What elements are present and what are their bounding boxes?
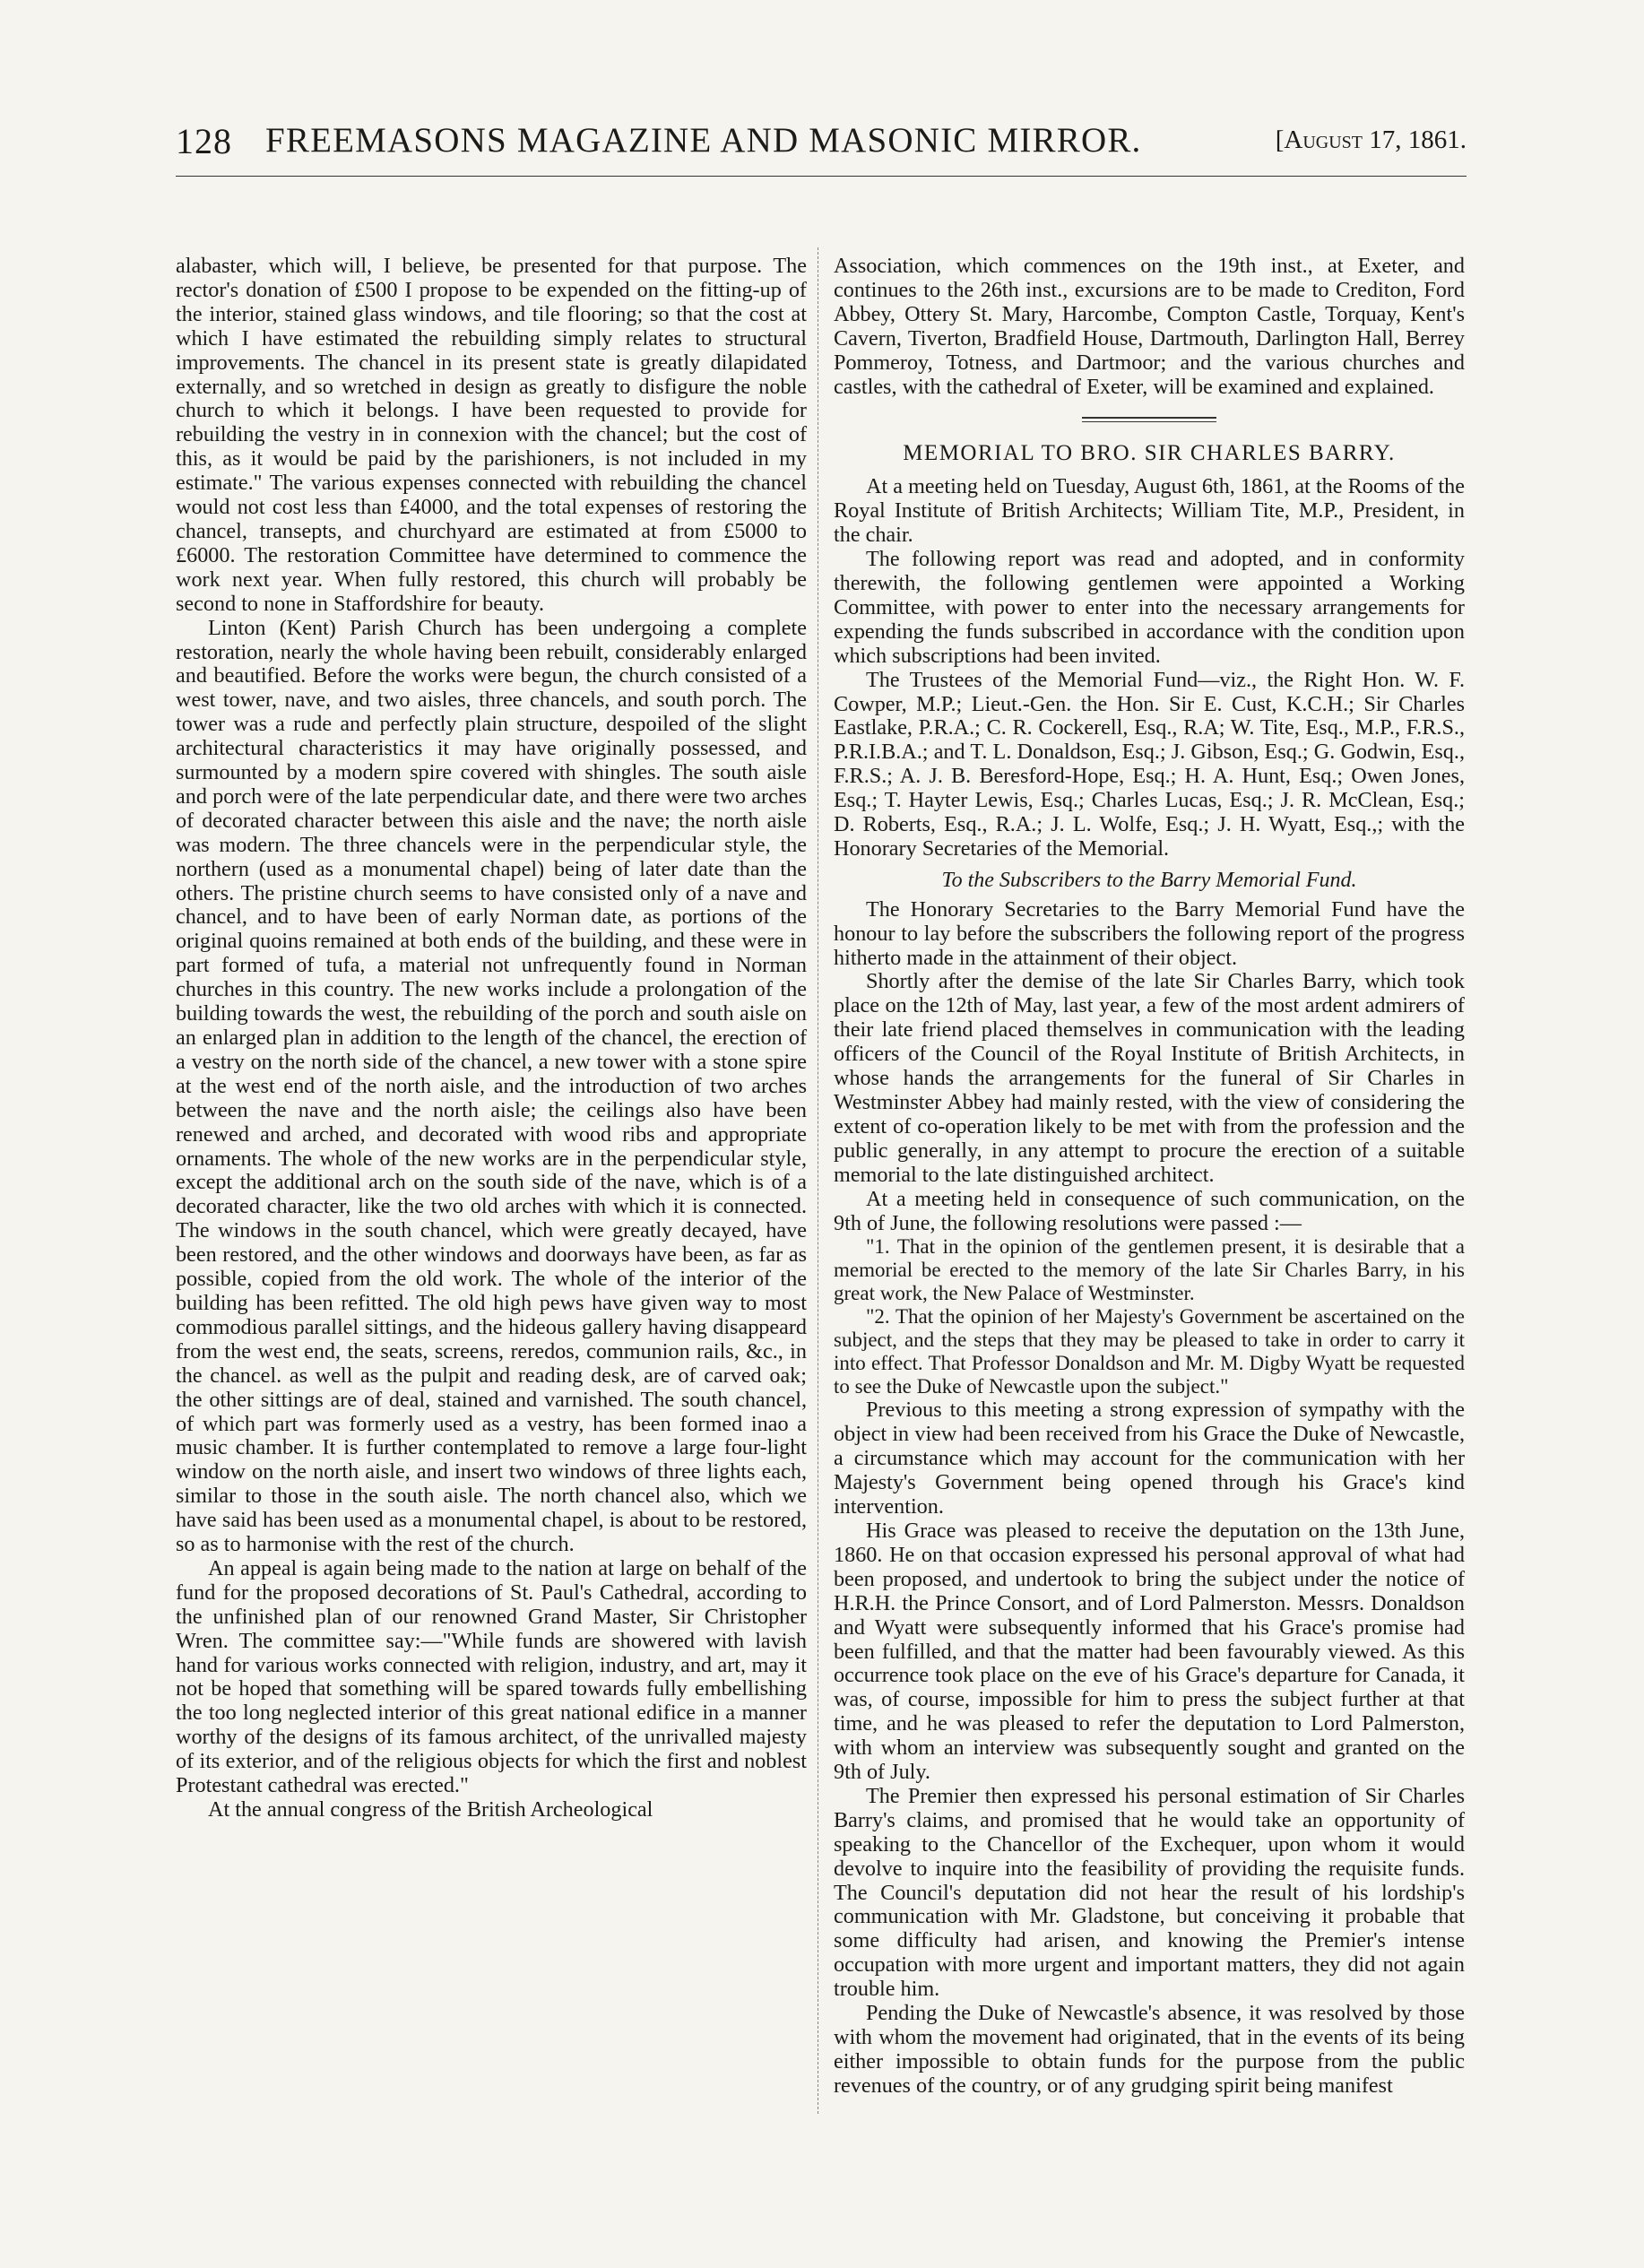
paragraph: At a meeting held on Tuesday, August 6th, 1861, at the Rooms of the Royal Institute of British Architects; William Tite, M.P., President, in the chair. bbox=[834, 474, 1465, 548]
paragraph: At a meeting held in consequence of such communication, on the 9th of June, the following resolutions were passed :— bbox=[834, 1186, 1465, 1235]
section-separator bbox=[1082, 417, 1216, 422]
resolution: "2. That the opinion of her Majesty's Government be ascertained on the subject, and the steps that they may be pleased to take in order to carry it into effect. That Professor Donaldson and Mr. M. Digby Wyatt be requested to see the Duke of Newcastle upon the subject." bbox=[834, 1305, 1465, 1398]
paragraph: The Trustees of the Memorial Fund—viz., the Right Hon. W. F. Cowper, M.P.; Lieut.-Gen. the Hon. Sir E. Cust, K.C.H.; Sir Charles Eastlake, P.R.A.; C. R. Cockerell, Esq., R.A; W. Tite, Esq., M.P., F.R.S., P.R.I.B.A.; and T. L. Donaldson, Esq.; J. Gibson, Esq.; G. Godwin, Esq., F.R.S.; A. J. B. Beresford-Hope, Esq.; H. A. Hunt, Esq.; Owen Jones, Esq.; T. Hayter Lewis, Esq.; Charles Lucas, Esq.; J. R. McClean, Esq.; D. Roberts, Esq., R.A.; J. L. Wolfe, Esq.; J. H. Wyatt, Esq.,; with the Honorary Secretaries of the Memorial. bbox=[834, 667, 1465, 861]
paragraph: Association, which commences on the 19th inst., at Exeter, and continues to the 26th inst., excursions are to be made to Crediton, Ford Abbey, Ottery St. Mary, Harcombe, Compton Castle, Torquay, Kent's Cavern, Tiverton, Bradfield House, Dartmouth, Darlington Hall, Berrey Pommeroy, Totness, and Dartmoor; and the various churches and castles, with the cathedral of Exeter, will be examined and explained. bbox=[834, 254, 1465, 399]
issue-date: [August 17, 1861. bbox=[1275, 126, 1467, 154]
paragraph: The Premier then expressed his personal estimation of Sir Charles Barry's claims, and promised that he would take an opportunity of speaking to the Chancellor of the Exchequer, upon whom it would devolve to inquire into the feasibility of providing the requisite funds. The Council's deputation did not hear the result of his lordship's communication with Mr. Gladstone, but conceiving it probable that some difficulty had arisen, and knowing the Premier's intense occupation with more urgent and important matters, they did not again trouble him. bbox=[834, 1783, 1465, 2002]
paragraph: His Grace was pleased to receive the deputation on the 13th June, 1860. He on that occasion expressed his personal approval of what had been proposed, and undertook to bring the subject under the notice of H.R.H. the Prince Consort, and of Lord Palmerston. Messrs. Donaldson and Wyatt were subsequently informed that his Grace's promise had been fulfilled, and that the matter had been favourably viewed. As this occurrence took place on the eve of his Grace's departure for Canada, it was, of course, impossible for him to press the subject further at that time, and he was pleased to refer the deputation to Lord Palmerston, with whom an interview was subsequently sought and granted on the 9th of July. bbox=[834, 1518, 1465, 1785]
paragraph: At the annual congress of the British Archeological bbox=[208, 1797, 653, 1822]
article-heading: MEMORIAL TO BRO. SIR CHARLES BARRY. bbox=[903, 441, 1396, 466]
report-heading: To the Subscribers to the Barry Memorial Fund. bbox=[941, 868, 1357, 892]
running-head bbox=[176, 115, 1467, 172]
paragraph: Pending the Duke of Newcastle's absence, it was resolved by those with whom the movement had originated, that in the events of its being either impossible to obtain funds for the purpose from the public revenues of the country, or of any grudging spirit being manifest bbox=[834, 2001, 1465, 2098]
left-column bbox=[176, 255, 807, 1822]
magazine-title: FREEMASONS MAGAZINE AND MASONIC MIRROR. bbox=[265, 121, 1142, 160]
paragraph: Shortly after the demise of the late Sir Charles Barry, which took place on the 12th of May, last year, a few of the most ardent admirers of their late friend placed themselves in communication with the leading officers of the Council of the Royal Institute of British Architects, in whose hands the arrangements for the funeral of Sir Charles in Westminster Abbey had mainly rested, with the view of considering the extent of co-operation likely to be met with from the profession and the public generally, in any attempt to procure the erection of a suitable memorial to the late distinguished architect. bbox=[834, 969, 1465, 1187]
paragraph: alabaster, which will, I believe, be presented for that purpose. The rector's donation of £500 I propose to be expended on the fitting-up of the interior, stained glass windows, and tile flooring; so that the cost at which I have estimated the rebuilding simply relates to structural improvements. The chancel in its present state is greatly dilapidated externally, and so wretched in design as greatly to disfigure the noble church to which it belongs. I have been requested to provide for rebuilding the vestry in in connexion with the chancel; but the cost of this, as it would be paid by the parishioners, is not included in my estimate." The various expenses connected with rebuilding the chancel would not cost less than £4000, and the total expenses of restoring the chancel, transepts, and churchyard are estimated at from £5000 to £6000. The restoration Committee have determined to commence the work next year. When fully restored, this church will probably be second to none in Staffordshire for beauty. bbox=[176, 254, 807, 616]
paragraph: An appeal is again being made to the nation at large on behalf of the fund for the proposed decorations of St. Paul's Cathedral, according to the unfinished plan of our renowned Grand Master, Sir Christopher Wren. The committee say:—"While funds are showered with lavish hand for various works connected with religion, industry, and art, may it not be hoped that something will be spared towards fully embellishing the too long neglected interior of this great national edifice in a manner worthy of the designs of its famous architect, of the unrivalled majesty of its exterior, and of the religious objects for which the first and noblest Protestant cathedral was erected." bbox=[176, 1555, 807, 1798]
paragraph: Linton (Kent) Parish Church has been undergoing a complete restoration, nearly the whole having been rebuilt, considerably enlarged and beautified. Before the works were begun, the church consisted of a west tower, nave, and two aisles, three chancels, and south porch. The tower was a rude and perfectly plain structure, despoiled of the slight architectural characteristics it may have originally possessed, and surmounted by a modern spire covered with shingles. The south aisle and porch were of the late perpendicular date, and there were two arches of decorated character between this aisle and the nave; the north aisle was modern. The three chancels were in the perpendicular style, the northern (used as a monumental chapel) being of later date than the others. The pristine church seems to have consisted only of a nave and chancel, and to have been of early Norman date, as portions of the original quoins remained at both ends of the building, and these were in part formed of tufa, a material not unfrequently found in Norman churches in this country. The new works include a prolongation of the building towards the west, the rebuilding of the porch and south aisle on an enlarged plan in addition to the length of the chancel, the erection of a vestry on the north side of the chancel, a new tower with a stone spire at the west end of the north aisle, and the introduction of two arches between the nave and the north aisle; the ceilings also have been renewed and arched, and decorated with wood ribs and appropriate ornaments. The whole of the new works are in the perpendicular style, except the additional arch on the south side of the nave, which is of a decorated character, like the two old arches with which it is connected. The windows in the south chancel, which were greatly decayed, have been restored, and the other windows and doorways have been, as far as possible, copied from the old work. The whole of the interior of the building has been refitted. The old high pews have given way to most commodious parallel sittings, and the hideous gallery having disappeard from the west end, the seats, screens, reredos, communion rails, &c., in the chancel. as well as the pulpit and reading desk, are of carved oak; the other sittings are of deal, stained and varnished. The south chancel, of which part was formerly used as a vestry, has been formed inao a music chamber. It is further contemplated to remove a large four-light window on the north aisle, and insert two windows of three lights each, similar to those in the south aisle. The north chancel also, which we have said has been used as a monumental chapel, is about to be restored, so as to harmonise with the rest of the church. bbox=[176, 615, 807, 1557]
paragraph: Previous to this meeting a strong expression of sympathy with the object in view had been received from his Grace the Duke of Newcastle, a circumstance which may account for the communication with her Majesty's Government being opened through his Grace's kind intervention. bbox=[834, 1398, 1465, 1519]
right-column bbox=[834, 255, 1465, 2099]
paragraph: The following report was read and adopted, and in conformity therewith, the following gentlemen were appointed a Working Committee, with power to enter into the necessary arrangements for expending the funds subscribed in accordance with the condition upon which subscriptions had been invited. bbox=[834, 547, 1465, 668]
header-rule bbox=[176, 176, 1467, 177]
resolution: "1. That in the opinion of the gentlemen present, it is desirable that a memorial be erected to the memory of the late Sir Charles Barry, in his great work, the New Palace of Westminster. bbox=[834, 1235, 1465, 1305]
paragraph: The Honorary Secretaries to the Barry Memorial Fund have the honour to lay before the subscribers the following report of the progress hitherto made in the attainment of their object. bbox=[834, 896, 1465, 970]
page-number: 128 bbox=[176, 121, 232, 161]
